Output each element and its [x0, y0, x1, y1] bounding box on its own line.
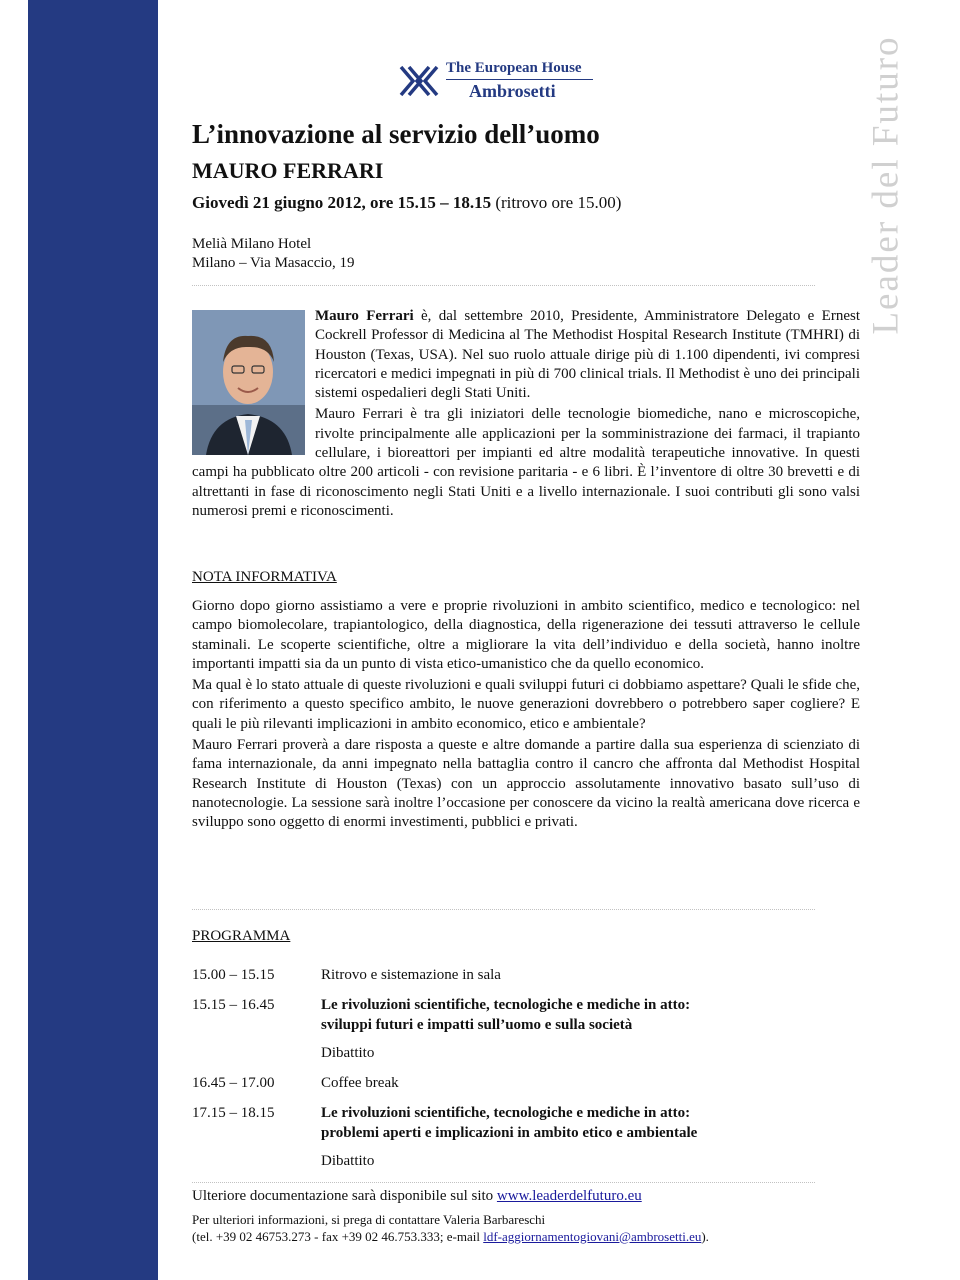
- divider: [192, 909, 815, 910]
- company-logo: [398, 60, 598, 104]
- program-item: [192, 1103, 812, 1171]
- program-desc: Ritrovo e sistemazione in sala: [321, 967, 501, 983]
- event-date: [192, 193, 621, 213]
- nota-paragraph: Ma qual è lo stato attuale di queste rivoluzioni e quali sviluppi futuri ci dobbiamo aspettare? Quali le sfide che, con riferimento a questo specifico ambito, le nuove generazioni dovrebbero o potrebbero saper cogliere? E quali le più rilevanti implicazioni in ambito economico, etico e ambientale?: [192, 677, 860, 732]
- bio-paragraph-1: Mauro Ferrari è, dal settembre 2010, Presidente, Amministratore Delegato e Ernest Cockrell Professor di Medicina al The Methodist Hospital Research Institute (TMHRI) di Houston (Texas, USA). Nel suo ruolo attuale dirige più di 1.100 dipendenti, ivi compresi ricercatori e medici impegnati in più di 700 clinical trials. Il Methodist è uno dei principali sistemi ospedalieri degli Stati Uniti.: [315, 308, 860, 402]
- program-time: 16.45 – 17.00: [192, 1075, 275, 1091]
- contact-line: Per ulteriori informazioni, si prega di contattare Valeria Barbareschi: [192, 1212, 546, 1227]
- leader-del-futuro-label: Leader del Futuro: [865, 34, 907, 335]
- divider: [192, 285, 815, 286]
- email-link[interactable]: ldf-aggiornamentogiovani@ambrosetti.eu: [483, 1228, 702, 1244]
- bio-paragraph-2: Mauro Ferrari è tra gli iniziatori delle tecnologie biomediche, nano e microscopiche, rivolte principalmente alle applicazioni per la somministrazione dei farmaci, il trapianto cellulare, i bioreattori per impianti ed altre modalità terapeutiche innovative. In questi campi ha pubblicato oltre 200 articoli - con revisione paritaria - e 6 libri. È l’inventore di oltre 30 brevetti e di altrettanti in fase di riconoscimento negli Stati Uniti e a livello internazionale. I suoi contributi gli sono valsi numerosi premi e riconoscimenti.: [192, 406, 860, 519]
- venue-hotel: Melià Milano Hotel: [192, 236, 312, 252]
- nota-body: [192, 597, 860, 835]
- program-extra: Dibattito: [321, 1045, 375, 1061]
- venue-address: Milano – Via Masaccio, 19: [192, 255, 355, 271]
- vertical-brand-text: [862, 34, 910, 335]
- logo-icon: [398, 64, 440, 98]
- program-item: [192, 995, 812, 1063]
- program-item: [192, 1073, 812, 1093]
- contact-details: (tel. +39 02 46753.273 - fax +39 02 46.753.333; e-mail ldf-aggiornamentogiovani@ambrosetti.eu).: [192, 1228, 709, 1244]
- event-date-note: (ritrovo ore 15.00): [491, 193, 622, 212]
- logo-rule: [446, 79, 593, 80]
- divider: [192, 1182, 815, 1183]
- speaker-name: MAURO FERRARI: [192, 158, 384, 183]
- program-desc: Coffee break: [321, 1075, 399, 1091]
- logo-line-1: The European House: [446, 60, 582, 76]
- program-item: [192, 965, 812, 985]
- program-time: 15.00 – 15.15: [192, 967, 275, 983]
- page-title: L’innovazione al servizio dell’uomo: [192, 119, 600, 149]
- venue: [192, 235, 355, 273]
- contact-info: [192, 1212, 709, 1245]
- logo-line-2: Ambrosetti: [469, 81, 556, 101]
- speaker-photo: [192, 310, 305, 455]
- event-date-main: Giovedì 21 giugno 2012, ore 15.15 – 18.15: [192, 193, 492, 212]
- bio-name: Mauro Ferrari: [315, 308, 414, 324]
- program-title: Le rivoluzioni scientifiche, tecnologiche e mediche in atto:: [321, 997, 691, 1013]
- programma-heading: PROGRAMMA: [192, 928, 291, 944]
- left-sidebar-bar: [28, 0, 158, 1280]
- nota-heading: NOTA INFORMATIVA: [192, 569, 337, 585]
- program-title: problemi aperti e implicazioni in ambito etico e ambientale: [321, 1125, 698, 1141]
- program-extra: Dibattito: [321, 1153, 375, 1169]
- nota-paragraph: Giorno dopo giorno assistiamo a vere e proprie rivoluzioni in ambito scientifico, medico e tecnologico: nel campo biomolecolare, trapiantologico, della diagnostica, della rigenerazione dei tessuti attraverso le cellule staminali. Le scoperte scientifiche, oltre a migliorare la vita dell’individuo e della società, hanno inoltre importanti impatti sia da un punto di vista etico-umanistico che da quello economico.: [192, 598, 860, 672]
- documentation-note: Ulteriore documentazione sarà disponibile sul sito www.leaderdelfuturo.eu: [192, 1188, 642, 1204]
- website-link[interactable]: www.leaderdelfuturo.eu: [496, 1188, 642, 1204]
- program-title: Le rivoluzioni scientifiche, tecnologiche e mediche in atto:: [321, 1105, 691, 1121]
- nota-paragraph: Mauro Ferrari proverà a dare risposta a queste e altre domande a partire dalla sua esperienza di scienziato di fama internazionale, da anni impegnato nella battaglia contro il cancro che affronta dal Methodist Hospital Research Institute di Houston (Texas) con un approccio assolutamente innovativo basato sull’uso di nanotecnologie. La sessione sarà inoltre l’occasione per conoscere da vicino la realtà americana dove ricerca e sviluppo sono oggetto di enormi investimenti, pubblici e privati.: [192, 737, 860, 831]
- speaker-bio: [192, 307, 860, 521]
- program-title: sviluppi futuri e impatti sull’uomo e sulla società: [321, 1017, 633, 1033]
- program-time: 17.15 – 18.15: [192, 1105, 275, 1121]
- program-list: [192, 965, 812, 1171]
- program-time: 15.15 – 16.45: [192, 997, 275, 1013]
